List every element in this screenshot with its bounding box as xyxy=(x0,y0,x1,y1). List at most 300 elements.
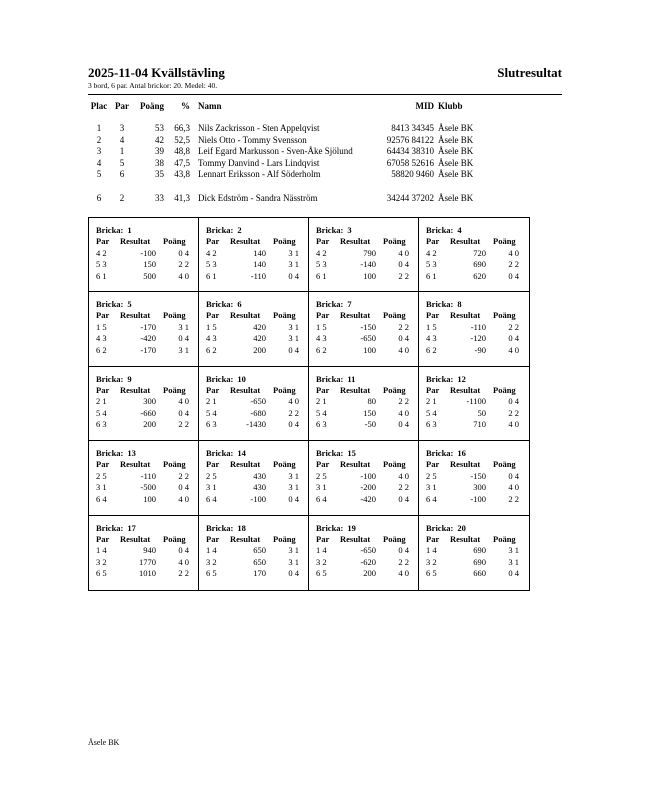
board-header-row xyxy=(206,310,308,322)
board-header-row xyxy=(316,236,418,248)
board-result: -100 xyxy=(470,493,486,504)
board-col-par: Par xyxy=(316,310,330,321)
result-percent: 52,5 xyxy=(174,134,190,145)
board-result: 170 xyxy=(253,568,266,579)
board-row xyxy=(316,419,418,431)
board-row xyxy=(316,396,418,408)
board-row xyxy=(206,482,308,494)
board-pair: 4 2 xyxy=(426,247,437,258)
board-pair: 1 5 xyxy=(96,321,107,332)
board-label: Bricka: xyxy=(96,448,124,459)
board-result: -1430 xyxy=(246,419,266,430)
board-header-row xyxy=(426,459,529,471)
board-result: 420 xyxy=(253,333,266,344)
board-pair: 2 1 xyxy=(96,396,107,407)
board-label: Bricka: xyxy=(426,225,454,235)
board-result: 150 xyxy=(363,407,376,418)
result-mid: 64434 38310 xyxy=(386,146,434,156)
board-header-row xyxy=(206,459,308,471)
board-col-par: Par xyxy=(206,533,220,544)
board-col-resultat: Resultat xyxy=(450,236,481,246)
board-cell xyxy=(309,516,419,590)
board-points: 4 0 xyxy=(398,247,409,258)
board-title xyxy=(426,299,529,310)
board-row xyxy=(316,545,418,557)
board-number: 16 xyxy=(457,448,466,459)
board-label: Bricka: xyxy=(316,373,344,384)
board-col-resultat: Resultat xyxy=(120,384,151,395)
board-title xyxy=(316,374,418,385)
board-result: 1010 xyxy=(139,568,156,579)
board-row xyxy=(96,471,198,483)
board-title xyxy=(426,448,529,459)
board-col-par: Par xyxy=(206,236,220,246)
board-row xyxy=(96,568,198,580)
board-cell xyxy=(89,292,199,366)
board-result: -150 xyxy=(360,321,376,332)
board-row xyxy=(316,482,418,494)
board-number: 6 xyxy=(237,299,242,310)
board-cell xyxy=(199,367,309,441)
board-pair: 2 5 xyxy=(426,470,437,481)
board-row xyxy=(96,408,198,420)
board-title xyxy=(206,299,308,310)
board-result: -170 xyxy=(140,321,156,332)
board-points: 4 0 xyxy=(508,344,519,355)
board-header-row xyxy=(96,534,198,546)
board-pair: 3 1 xyxy=(316,482,327,493)
board-points: 0 4 xyxy=(398,545,409,556)
board-pair: 3 2 xyxy=(96,556,107,567)
result-klubb: Åsele BK xyxy=(438,123,474,133)
board-pair: 6 4 xyxy=(316,493,327,504)
board-pair: 4 2 xyxy=(316,247,327,258)
board-label: Bricka: xyxy=(316,522,344,533)
board-col-poang: Poäng xyxy=(163,533,186,544)
board-result: -110 xyxy=(250,270,266,281)
result-mid: 92576 84122 xyxy=(386,134,434,145)
board-col-par: Par xyxy=(316,533,330,544)
board-result: -100 xyxy=(140,247,156,258)
board-points: 2 2 xyxy=(398,270,409,281)
board-points: 3 1 xyxy=(288,556,299,567)
board-points: 0 4 xyxy=(178,247,189,258)
board-row xyxy=(426,557,529,569)
header-poang: Poäng xyxy=(139,101,164,111)
board-title xyxy=(426,523,529,534)
board-col-resultat: Resultat xyxy=(230,384,261,395)
board-result: 690 xyxy=(473,545,486,556)
board-number: 18 xyxy=(237,522,246,533)
result-percent: 41,3 xyxy=(174,192,190,203)
board-col-par: Par xyxy=(316,459,330,470)
board-result: -660 xyxy=(140,407,156,418)
board-points: 0 4 xyxy=(288,344,299,355)
board-points: 3 1 xyxy=(288,321,299,332)
board-pair: 6 1 xyxy=(426,270,437,281)
result-namn: Leif Egard Markusson - Sven-Åke Sjölund xyxy=(198,146,353,156)
board-result: -650 xyxy=(360,545,376,556)
result-percent: 48,8 xyxy=(174,146,190,156)
board-result: 200 xyxy=(253,344,266,355)
board-col-poang: Poäng xyxy=(163,384,186,395)
board-result: 100 xyxy=(363,270,376,281)
board-pair: 4 3 xyxy=(426,333,437,344)
board-points: 2 2 xyxy=(398,396,409,407)
board-pair: 1 5 xyxy=(206,321,217,332)
board-result: 650 xyxy=(253,556,266,567)
board-cell xyxy=(309,292,419,366)
board-row xyxy=(96,345,198,357)
board-pair: 6 1 xyxy=(96,270,107,281)
board-col-resultat: Resultat xyxy=(120,236,151,246)
board-result: 100 xyxy=(363,344,376,355)
board-row xyxy=(96,259,198,271)
board-label: Bricka: xyxy=(96,225,124,235)
board-result: 140 xyxy=(253,247,266,258)
page-title: 2025-11-04 Kvällstävling xyxy=(88,65,225,80)
board-row xyxy=(96,333,198,345)
board-label: Bricka: xyxy=(426,522,454,533)
board-number: 20 xyxy=(457,522,466,533)
board-pair: 1 5 xyxy=(316,321,327,332)
board-points: 4 0 xyxy=(508,482,519,493)
board-points: 0 4 xyxy=(508,470,519,481)
board-pair: 6 2 xyxy=(96,344,107,355)
board-points: 2 2 xyxy=(398,556,409,567)
board-points: 0 4 xyxy=(178,407,189,418)
board-pair: 2 1 xyxy=(316,396,327,407)
board-col-par: Par xyxy=(316,384,330,395)
board-result: 790 xyxy=(363,247,376,258)
board-points: 0 4 xyxy=(288,419,299,430)
board-col-resultat: Resultat xyxy=(450,310,481,321)
board-result: 430 xyxy=(253,470,266,481)
result-klubb: Åsele BK xyxy=(438,192,474,203)
board-pair: 1 4 xyxy=(316,545,327,556)
board-points: 4 0 xyxy=(178,493,189,504)
board-col-resultat: Resultat xyxy=(340,236,371,246)
result-row xyxy=(88,135,562,147)
board-col-par: Par xyxy=(426,533,440,544)
board-col-par: Par xyxy=(316,236,330,246)
board-result: -90 xyxy=(474,344,486,355)
result-namn: Lennart Eriksson - Alf Söderholm xyxy=(198,169,321,179)
board-points: 3 1 xyxy=(288,259,299,269)
result-klubb: Åsele BK xyxy=(438,146,474,156)
result-par: 3 xyxy=(119,123,125,133)
board-points: 2 2 xyxy=(178,470,189,481)
board-header-row xyxy=(316,534,418,546)
board-points: 4 0 xyxy=(398,470,409,481)
result-percent: 47,5 xyxy=(174,157,190,168)
board-pair: 6 5 xyxy=(206,568,217,579)
board-pair: 3 2 xyxy=(206,556,217,567)
header-mid: MID xyxy=(415,101,434,111)
board-pair: 1 5 xyxy=(426,321,437,332)
board-row xyxy=(426,568,529,580)
board-header-row xyxy=(426,310,529,322)
board-row xyxy=(206,545,308,557)
board-pair: 4 2 xyxy=(206,247,217,258)
board-pair: 6 1 xyxy=(316,270,327,281)
board-number: 4 xyxy=(457,225,462,235)
board-pair: 6 2 xyxy=(426,344,437,355)
board-label: Bricka: xyxy=(426,373,454,384)
board-result: 430 xyxy=(253,482,266,493)
results-gap xyxy=(88,181,562,193)
board-result: 140 xyxy=(253,259,266,269)
boards-grid xyxy=(88,217,530,591)
board-cell xyxy=(199,516,309,590)
result-plac: 3 xyxy=(96,146,102,156)
board-points: 0 4 xyxy=(178,482,189,493)
board-pair: 2 5 xyxy=(206,470,217,481)
board-row xyxy=(426,271,529,283)
board-points: 0 4 xyxy=(398,493,409,504)
board-header-row xyxy=(96,236,198,248)
board-points: 2 2 xyxy=(288,407,299,418)
board-col-par: Par xyxy=(206,459,220,470)
board-cell xyxy=(89,218,199,292)
header-klubb: Klubb xyxy=(438,101,463,111)
board-col-resultat: Resultat xyxy=(340,459,371,470)
board-col-poang: Poäng xyxy=(383,533,406,544)
board-pair: 6 3 xyxy=(426,419,437,430)
result-plac: 2 xyxy=(96,134,102,145)
board-points: 2 2 xyxy=(398,321,409,332)
result-poang: 33 xyxy=(155,192,164,203)
board-points: 4 0 xyxy=(178,396,189,407)
board-pair: 4 2 xyxy=(96,247,107,258)
board-label: Bricka: xyxy=(96,373,124,384)
board-col-par: Par xyxy=(206,310,220,321)
board-title xyxy=(96,225,198,236)
board-header-row xyxy=(426,534,529,546)
board-row xyxy=(316,259,418,271)
board-result: 150 xyxy=(143,259,156,269)
board-row xyxy=(206,557,308,569)
result-par: 5 xyxy=(119,157,125,168)
board-row xyxy=(206,333,308,345)
board-row xyxy=(206,471,308,483)
board-title xyxy=(206,448,308,459)
board-points: 4 0 xyxy=(398,407,409,418)
result-plac: 4 xyxy=(96,157,102,168)
board-pair: 4 3 xyxy=(316,333,327,344)
board-points: 4 0 xyxy=(508,419,519,430)
result-par: 4 xyxy=(119,134,125,145)
board-cell xyxy=(419,516,529,590)
board-cell xyxy=(309,441,419,515)
board-col-poang: Poäng xyxy=(493,459,516,470)
board-pair: 2 5 xyxy=(96,470,107,481)
board-col-resultat: Resultat xyxy=(230,459,261,470)
board-row xyxy=(206,271,308,283)
board-points: 0 4 xyxy=(288,270,299,281)
board-number: 2 xyxy=(237,225,242,235)
board-pair: 2 1 xyxy=(426,396,437,407)
board-col-resultat: Resultat xyxy=(230,533,261,544)
board-result: -200 xyxy=(360,482,376,493)
header-par: Par xyxy=(115,101,129,111)
board-result: 710 xyxy=(473,419,486,430)
board-result: 660 xyxy=(473,568,486,579)
board-result: -120 xyxy=(470,333,486,344)
board-row xyxy=(96,482,198,494)
board-row xyxy=(206,396,308,408)
board-cell xyxy=(89,367,199,441)
board-col-par: Par xyxy=(426,459,440,470)
board-points: 3 1 xyxy=(288,545,299,556)
board-row xyxy=(316,494,418,506)
board-points: 4 0 xyxy=(398,344,409,355)
board-pair: 3 1 xyxy=(96,482,107,493)
board-number: 9 xyxy=(127,373,132,384)
board-col-par: Par xyxy=(96,236,110,246)
result-poang: 35 xyxy=(155,169,164,179)
board-header-row xyxy=(206,534,308,546)
result-namn: Dick Edström - Sandra Näsström xyxy=(198,192,318,203)
board-number: 17 xyxy=(127,522,136,533)
board-title xyxy=(316,523,418,534)
result-row xyxy=(88,146,562,158)
board-row xyxy=(426,396,529,408)
board-col-resultat: Resultat xyxy=(120,533,151,544)
board-result: 100 xyxy=(143,493,156,504)
board-title xyxy=(316,225,418,236)
board-number: 11 xyxy=(347,373,356,384)
board-pair: 5 3 xyxy=(96,259,107,269)
board-number: 5 xyxy=(127,299,132,310)
board-result: -620 xyxy=(360,556,376,567)
result-plac: 6 xyxy=(96,192,102,203)
board-result: -680 xyxy=(250,407,266,418)
board-header-row xyxy=(316,385,418,397)
board-label: Bricka: xyxy=(206,522,234,533)
board-points: 0 4 xyxy=(178,545,189,556)
board-pair: 3 2 xyxy=(426,556,437,567)
board-result: 720 xyxy=(473,247,486,258)
board-number: 13 xyxy=(127,448,136,459)
board-row xyxy=(426,259,529,271)
board-points: 0 4 xyxy=(288,493,299,504)
board-points: 4 0 xyxy=(508,247,519,258)
result-poang: 38 xyxy=(155,157,164,168)
board-header-row xyxy=(96,459,198,471)
board-header-row xyxy=(96,385,198,397)
page-subtitle: 3 bord, 6 par. Antal brickor: 20. Medel: 40. xyxy=(88,81,218,90)
board-col-resultat: Resultat xyxy=(340,533,371,544)
result-klubb: Åsele BK xyxy=(438,157,474,168)
board-col-poang: Poäng xyxy=(383,384,406,395)
board-pair: 6 5 xyxy=(426,568,437,579)
board-result: 500 xyxy=(143,270,156,281)
board-pair: 5 3 xyxy=(316,259,327,269)
board-row xyxy=(206,248,308,260)
header-namn: Namn xyxy=(198,101,222,111)
board-row xyxy=(426,248,529,260)
result-row xyxy=(88,123,562,135)
board-row xyxy=(96,322,198,334)
board-pair: 3 2 xyxy=(316,556,327,567)
board-cell xyxy=(89,516,199,590)
board-points: 4 0 xyxy=(398,568,409,579)
board-points: 2 2 xyxy=(508,493,519,504)
board-header-row xyxy=(206,236,308,248)
board-points: 2 2 xyxy=(508,407,519,418)
board-col-resultat: Resultat xyxy=(120,459,151,470)
board-result: 940 xyxy=(143,545,156,556)
board-col-par: Par xyxy=(96,459,110,470)
board-number: 1 xyxy=(127,225,132,235)
board-label: Bricka: xyxy=(426,448,454,459)
board-col-poang: Poäng xyxy=(493,310,516,321)
board-result: -170 xyxy=(140,344,156,355)
board-pair: 6 4 xyxy=(426,493,437,504)
board-pair: 1 4 xyxy=(206,545,217,556)
board-row xyxy=(426,545,529,557)
board-label: Bricka: xyxy=(316,299,344,310)
board-pair: 6 3 xyxy=(206,419,217,430)
board-label: Bricka: xyxy=(96,299,124,310)
board-col-poang: Poäng xyxy=(273,310,296,321)
board-col-poang: Poäng xyxy=(273,384,296,395)
board-number: 8 xyxy=(457,299,462,310)
board-label: Bricka: xyxy=(206,299,234,310)
board-pair: 6 4 xyxy=(206,493,217,504)
result-par: 6 xyxy=(119,169,125,179)
board-points: 4 0 xyxy=(178,556,189,567)
board-row xyxy=(206,568,308,580)
result-row xyxy=(88,169,562,181)
board-col-resultat: Resultat xyxy=(450,533,481,544)
board-cell xyxy=(199,292,309,366)
board-cell xyxy=(419,367,529,441)
board-row xyxy=(96,494,198,506)
board-pair: 6 3 xyxy=(96,419,107,430)
board-result: -140 xyxy=(360,259,376,269)
board-title xyxy=(96,299,198,310)
board-header-row xyxy=(206,385,308,397)
board-points: 2 2 xyxy=(178,419,189,430)
board-title xyxy=(206,225,308,236)
board-col-resultat: Resultat xyxy=(450,459,481,470)
board-points: 2 2 xyxy=(178,568,189,579)
board-col-resultat: Resultat xyxy=(120,310,151,321)
result-klubb: Åsele BK xyxy=(438,134,474,145)
board-cell xyxy=(419,292,529,366)
board-points: 2 2 xyxy=(398,482,409,493)
board-label: Bricka: xyxy=(206,448,234,459)
board-col-poang: Poäng xyxy=(383,459,406,470)
board-row xyxy=(426,345,529,357)
board-col-poang: Poäng xyxy=(383,310,406,321)
result-row-extra xyxy=(88,193,562,205)
board-title xyxy=(96,374,198,385)
board-result: -1100 xyxy=(466,396,486,407)
board-points: 3 1 xyxy=(288,482,299,493)
board-pair: 6 5 xyxy=(316,568,327,579)
header-divider xyxy=(88,94,562,95)
board-row xyxy=(426,419,529,431)
result-mid: 8413 34345 xyxy=(391,123,434,133)
board-row xyxy=(316,322,418,334)
board-result: -150 xyxy=(470,470,486,481)
board-col-par: Par xyxy=(96,384,110,395)
board-points: 0 4 xyxy=(178,333,189,344)
board-points: 0 4 xyxy=(398,419,409,430)
